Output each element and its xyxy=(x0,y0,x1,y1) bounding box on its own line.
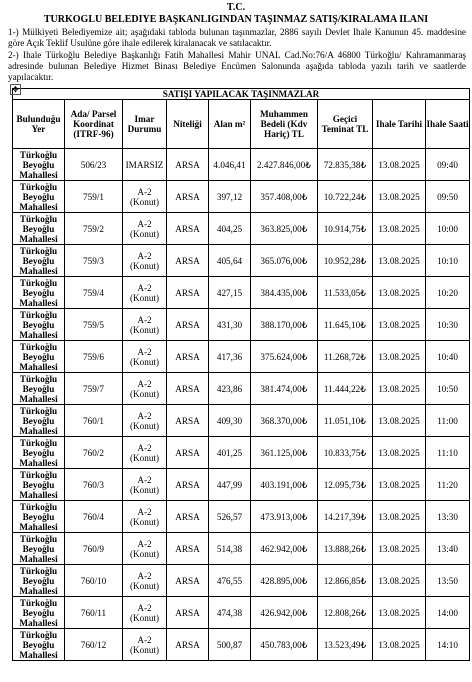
price-cell: 388.170,00₺ xyxy=(251,309,318,341)
date-cell: 13.08.2025 xyxy=(373,373,426,405)
price-cell: 426.942,00₺ xyxy=(251,597,318,629)
zoning-cell: A-2 (Konut) xyxy=(123,501,167,533)
col-header-parsel: Ada/ Parsel Koordinat (ITRF-96) xyxy=(65,100,123,149)
date-cell: 13.08.2025 xyxy=(373,437,426,469)
type-cell: ARSA xyxy=(167,437,209,469)
location-cell: Türkoğlu Beyoğlu Mahallesi xyxy=(13,405,65,437)
type-cell: ARSA xyxy=(167,373,209,405)
date-cell: 13.08.2025 xyxy=(373,181,426,213)
deposit-cell: 11.533,05₺ xyxy=(318,277,373,309)
location-cell: Türkoğlu Beyoğlu Mahallesi xyxy=(13,533,65,565)
col-header-imar: Imar Durumu xyxy=(123,100,167,149)
zoning-cell: A-2 (Konut) xyxy=(123,309,167,341)
deposit-cell: 13.888,26₺ xyxy=(318,533,373,565)
table-row xyxy=(13,245,470,277)
doc-title-tc: T.C. xyxy=(226,2,246,13)
date-cell: 13.08.2025 xyxy=(373,245,426,277)
location-cell: Türkoğlu Beyoğlu Mahallesi xyxy=(13,629,65,661)
area-cell: 409,30 xyxy=(209,405,251,437)
area-cell: 404,25 xyxy=(209,213,251,245)
price-cell: 363.825,00₺ xyxy=(251,213,318,245)
col-header-nitelik: Niteliği xyxy=(167,100,209,149)
area-cell: 476,55 xyxy=(209,565,251,597)
location-cell: Türkoğlu Beyoğlu Mahallesi xyxy=(13,501,65,533)
type-cell: ARSA xyxy=(167,533,209,565)
document-page xyxy=(4,0,468,661)
zoning-cell: A-2 (Konut) xyxy=(123,181,167,213)
date-cell: 13.08.2025 xyxy=(373,533,426,565)
location-cell: Türkoğlu Beyoğlu Mahallesi xyxy=(13,565,65,597)
date-cell: 13.08.2025 xyxy=(373,405,426,437)
zoning-cell: A-2 (Konut) xyxy=(123,405,167,437)
deposit-cell: 12.808,26₺ xyxy=(318,597,373,629)
deposit-cell: 10.952,28₺ xyxy=(318,245,373,277)
parcel-cell: 760/11 xyxy=(65,597,123,629)
table-row xyxy=(13,149,470,181)
table-row xyxy=(13,405,470,437)
area-cell: 4.046,41 xyxy=(209,149,251,181)
table-row xyxy=(13,309,470,341)
zoning-cell: A-2 (Konut) xyxy=(123,469,167,501)
zoning-cell: A-2 (Konut) xyxy=(123,629,167,661)
type-cell: ARSA xyxy=(167,501,209,533)
table-row xyxy=(13,213,470,245)
area-cell: 417,36 xyxy=(209,341,251,373)
area-cell: 401,25 xyxy=(209,437,251,469)
col-header-bedel: Muhammen Bedeli (Kdv Hariç) TL xyxy=(251,100,318,149)
parcel-cell: 759/2 xyxy=(65,213,123,245)
time-cell: 14:10 xyxy=(426,629,470,661)
table-row xyxy=(13,341,470,373)
area-cell: 447,99 xyxy=(209,469,251,501)
type-cell: ARSA xyxy=(167,597,209,629)
table-row xyxy=(13,181,470,213)
date-cell: 13.08.2025 xyxy=(373,277,426,309)
zoning-cell: A-2 (Konut) xyxy=(123,437,167,469)
deposit-cell: 11.444,22₺ xyxy=(318,373,373,405)
price-cell: 403.191,00₺ xyxy=(251,469,318,501)
area-cell: 526,57 xyxy=(209,501,251,533)
time-cell: 11:20 xyxy=(426,469,470,501)
deposit-cell: 10.914,75₺ xyxy=(318,213,373,245)
price-cell: 384.435,00₺ xyxy=(251,277,318,309)
parcel-cell: 759/5 xyxy=(65,309,123,341)
deposit-cell: 72.835,38₺ xyxy=(318,149,373,181)
area-cell: 500,87 xyxy=(209,629,251,661)
parcel-cell: 759/4 xyxy=(65,277,123,309)
date-cell: 13.08.2025 xyxy=(373,341,426,373)
parcel-cell: 760/3 xyxy=(65,469,123,501)
col-header-alan: Alan m² xyxy=(209,100,251,149)
price-cell: 365.076,00₺ xyxy=(251,245,318,277)
price-cell: 361.125,00₺ xyxy=(251,437,318,469)
date-cell: 13.08.2025 xyxy=(373,565,426,597)
zoning-cell: A-2 (Konut) xyxy=(123,245,167,277)
deposit-cell: 10.833,75₺ xyxy=(318,437,373,469)
table-row xyxy=(13,629,470,661)
type-cell: ARSA xyxy=(167,309,209,341)
zoning-cell: A-2 (Konut) xyxy=(123,533,167,565)
location-cell: Türkoğlu Beyoğlu Mahallesi xyxy=(13,469,65,501)
time-cell: 14:00 xyxy=(426,597,470,629)
table-row xyxy=(13,565,470,597)
move-arrows-icon[interactable]: ✥ xyxy=(10,84,21,95)
parcel-cell: 759/6 xyxy=(65,341,123,373)
parcel-cell: 759/3 xyxy=(65,245,123,277)
parcel-cell: 506/23 xyxy=(65,149,123,181)
time-cell: 10:50 xyxy=(426,373,470,405)
area-cell: 514,38 xyxy=(209,533,251,565)
time-cell: 10:40 xyxy=(426,341,470,373)
doc-title: TURKOGLU BELEDIYE BAŞKANLIGINDAN TAŞINMAZ SATIŞ/KIRALAMA ILANI xyxy=(43,14,429,25)
parcel-cell: 759/7 xyxy=(65,373,123,405)
price-cell: 357.408,00₺ xyxy=(251,181,318,213)
type-cell: ARSA xyxy=(167,181,209,213)
time-cell: 13:30 xyxy=(426,501,470,533)
location-cell: Türkoğlu Beyoğlu Mahallesi xyxy=(13,149,65,181)
parcel-cell: 760/1 xyxy=(65,405,123,437)
location-cell: Türkoğlu Beyoğlu Mahallesi xyxy=(13,245,65,277)
date-cell: 13.08.2025 xyxy=(373,469,426,501)
time-cell: 13:40 xyxy=(426,533,470,565)
deposit-cell: 13.523,49₺ xyxy=(318,629,373,661)
deposit-cell: 12.095,73₺ xyxy=(318,469,373,501)
price-cell: 462.942,00₺ xyxy=(251,533,318,565)
deposit-cell: 10.722,24₺ xyxy=(318,181,373,213)
area-cell: 405,64 xyxy=(209,245,251,277)
type-cell: ARSA xyxy=(167,341,209,373)
date-cell: 13.08.2025 xyxy=(373,309,426,341)
zoning-cell: A-2 (Konut) xyxy=(123,565,167,597)
col-header-saat: Ihale Saati xyxy=(426,100,470,149)
col-header-teminat: Geçici Teminat TL xyxy=(318,100,373,149)
paragraph-2: 2-) Ihale Türkoğlu Belediye Başkanlığı Fatih Mahallesi Mahir UNAL Cad.No:76/A 46800 Türkoğlu/ Kahramanmaraş adresinde bulunan Belediye Hizmet Binası Belediye Encümen Salonunda aşağıda tabloda yazılı tarih ve saatlerde yapılacaktır. xyxy=(8,50,466,82)
table-row xyxy=(13,437,470,469)
time-cell: 10:30 xyxy=(426,309,470,341)
time-cell: 10:10 xyxy=(426,245,470,277)
parcel-cell: 760/10 xyxy=(65,565,123,597)
properties-table xyxy=(12,88,470,661)
zoning-cell: A-2 (Konut) xyxy=(123,341,167,373)
time-cell: 10:20 xyxy=(426,277,470,309)
deposit-cell: 11.268,72₺ xyxy=(318,341,373,373)
area-cell: 431,30 xyxy=(209,309,251,341)
table-row xyxy=(13,277,470,309)
location-cell: Türkoğlu Beyoğlu Mahallesi xyxy=(13,181,65,213)
location-cell: Türkoğlu Beyoğlu Mahallesi xyxy=(13,597,65,629)
area-cell: 474,38 xyxy=(209,597,251,629)
type-cell: ARSA xyxy=(167,213,209,245)
price-cell: 450.783,00₺ xyxy=(251,629,318,661)
table-row xyxy=(13,469,470,501)
location-cell: Türkoğlu Beyoğlu Mahallesi xyxy=(13,309,65,341)
price-cell: 473.913,00₺ xyxy=(251,501,318,533)
location-cell: Türkoğlu Beyoğlu Mahallesi xyxy=(13,373,65,405)
parcel-cell: 760/2 xyxy=(65,437,123,469)
area-cell: 423,86 xyxy=(209,373,251,405)
type-cell: ARSA xyxy=(167,629,209,661)
paragraph-1: 1-) Mülkiyeti Belediyemize ait; aşağıdaki tabloda bulunan taşınmazlar, 2886 sayılı Devlet Ihale Kanunun 45. maddesine göre Açık Teklif Usulüne göre ihale edilerek kiralanacak ve satılacaktır. xyxy=(8,27,466,48)
zoning-cell: A-2 (Konut) xyxy=(123,213,167,245)
type-cell: ARSA xyxy=(167,469,209,501)
parcel-cell: 760/12 xyxy=(65,629,123,661)
col-header-tarih: Ihale Tarihi xyxy=(373,100,426,149)
zoning-cell: A-2 (Konut) xyxy=(123,597,167,629)
date-cell: 13.08.2025 xyxy=(373,597,426,629)
parcel-cell: 759/1 xyxy=(65,181,123,213)
time-cell: 13:50 xyxy=(426,565,470,597)
col-header-yer: Bulunduğu Yer xyxy=(13,100,65,149)
price-cell: 368.370,00₺ xyxy=(251,405,318,437)
parcel-cell: 760/4 xyxy=(65,501,123,533)
deposit-cell: 14.217,39₺ xyxy=(318,501,373,533)
type-cell: ARSA xyxy=(167,245,209,277)
table-row xyxy=(13,533,470,565)
location-cell: Türkoğlu Beyoğlu Mahallesi xyxy=(13,437,65,469)
zoning-cell: A-2 (Konut) xyxy=(123,277,167,309)
type-cell: ARSA xyxy=(167,565,209,597)
type-cell: ARSA xyxy=(167,405,209,437)
price-cell: 428.895,00₺ xyxy=(251,565,318,597)
location-cell: Türkoğlu Beyoğlu Mahallesi xyxy=(13,213,65,245)
table-header-row xyxy=(13,100,470,149)
date-cell: 13.08.2025 xyxy=(373,149,426,181)
table-row xyxy=(13,597,470,629)
price-cell: 2.427.846,00₺ xyxy=(251,149,318,181)
time-cell: 10:00 xyxy=(426,213,470,245)
time-cell: 09:50 xyxy=(426,181,470,213)
deposit-cell: 11.051,10₺ xyxy=(318,405,373,437)
deposit-cell: 12.866,85₺ xyxy=(318,565,373,597)
location-cell: Türkoğlu Beyoğlu Mahallesi xyxy=(13,341,65,373)
time-cell: 09:40 xyxy=(426,149,470,181)
location-cell: Türkoğlu Beyoğlu Mahallesi xyxy=(13,277,65,309)
area-cell: 397,12 xyxy=(209,181,251,213)
time-cell: 11:10 xyxy=(426,437,470,469)
date-cell: 13.08.2025 xyxy=(373,501,426,533)
date-cell: 13.08.2025 xyxy=(373,213,426,245)
area-cell: 427,15 xyxy=(209,277,251,309)
zoning-cell: A-2 (Konut) xyxy=(123,373,167,405)
type-cell: ARSA xyxy=(167,277,209,309)
table-row xyxy=(13,501,470,533)
price-cell: 381.474,00₺ xyxy=(251,373,318,405)
time-cell: 11:00 xyxy=(426,405,470,437)
price-cell: 375.624,00₺ xyxy=(251,341,318,373)
table-row xyxy=(13,373,470,405)
table-caption: SATIŞI YAPILACAK TAŞINMAZLAR xyxy=(13,89,470,100)
type-cell: ARSA xyxy=(167,149,209,181)
parcel-cell: 760/9 xyxy=(65,533,123,565)
date-cell: 13.08.2025 xyxy=(373,629,426,661)
deposit-cell: 11.645,10₺ xyxy=(318,309,373,341)
zoning-cell: IMARSIZ xyxy=(123,149,167,181)
